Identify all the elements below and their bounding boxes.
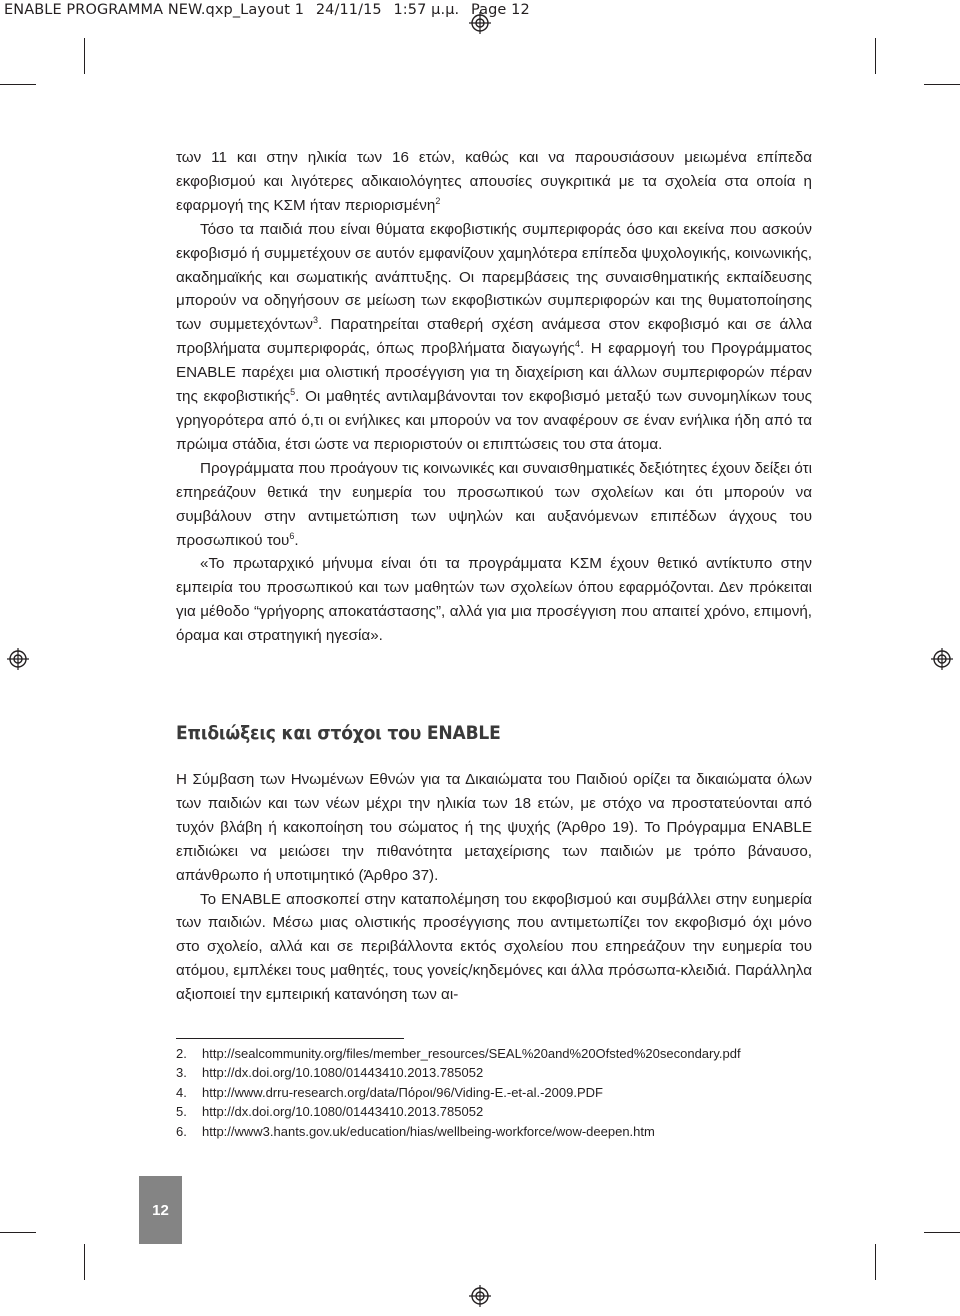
crop-line (84, 1244, 85, 1280)
paragraph: Προγράμματα που προάγουν τις κοινωνικές και συναισθηματικές δεξιότητες έχουν δείξει ότι επηρεάζουν θετικά την ευημερία του προσωπικού των σχολείων και ότι μπορούν να συμβάλουν στην αντιμετώπιση των υψηλών και αυξανόμενων επιπέδων άγχους του προσωπικού του$^6$. (176, 459, 812, 549)
crop-line (924, 1232, 960, 1233)
footnote-divider (176, 1038, 404, 1039)
registration-mark-bottom-icon (469, 1285, 491, 1307)
footnote-link[interactable]: http://www3.hants.gov.uk/education/hias/wellbeing-workforce/wow-deepen.htm (202, 1123, 655, 1139)
quote-paragraph: «Το πρωταρχικό μήνυμα είναι ότι τα προγράμματα ΚΣΜ έχουν θετικό αντίκτυπο στην εμπειρία του προσωπικού και των μαθητών των σχολείων όπου εφαρμόζονται. Δεν πρόκειται για μέθοδο “γρήγορης αποκατάστασης”, αλλά για μια προσέγγιση που απαιτεί χρόνο, επιμονή, όραμα και στρατηγική ηγεσία». (176, 555, 812, 645)
footnotes (176, 1044, 741, 1141)
registration-mark-right-icon (931, 648, 953, 670)
registration-mark-left-icon (7, 648, 29, 670)
footnote-link[interactable]: http://www.drru-research.org/data/Πόροι/96/Viding-E.-et-al.-2009.PDF (202, 1084, 603, 1100)
footnote: 4. http://www.drru-research.org/data/Πόροι/96/Viding-E.-et-al.-2009.PDF (176, 1084, 603, 1100)
print-slug (4, 2, 537, 18)
crop-line (84, 38, 85, 74)
crop-line (924, 84, 960, 85)
paragraph: Τόσο τα παιδιά που είναι θύματα εκφοβιστικής συμπεριφοράς όσο και εκείνα που ασκούν εκφοβισμό ή συμμετέχουν σε αυτόν εμφανίζουν χαμηλότερα επίπεδα ψυχολογικής, κοινωνικής, ακαδημαϊκής και σωματικής ανάπτυξης. Οι παρεμβάσεις της συναισθηματικής εκπαίδευσης μπορούν να οδηγήσουν σε μείωση των εκφοβιστικών συμπεριφορών και της θυματοποίησης των συμμετεχόντων$^3$. Παρατηρείται σταθερή σχέση ανάμεσα στον εκφοβισμό και σε άλλα προβλήματα συμπεριφοράς, όπως προβλήματα διαγωγής$^4$. Η εφαρμογή του Προγράμματος ENABLE παρέχει μια ολιστική προσέγγιση για τη διαχείριση και άλλων συμπεριφορών πέραν της εκφοβιστικής$^5$. Οι μαθητές αντιλαμβάνονται τον εκφοβισμό μεταξύ των συνομηλίκων τους γρηγορότερα από ό,τι οι ενήλικες και μπορούν να τον αναφέρουν σε έναν ενήλικα ήδη από τα πρώιμα στάδια, έτσι ώστε να περιοριστούν οι επιπτώσεις του στα άτομα. (176, 220, 812, 453)
paragraph: Το ENABLE αποσκοπεί στην καταπολέμηση του εκφοβισμού και συμβάλλει στην ευημερία των παιδιών. Μέσω μιας ολιστικής προσέγγισης που αντιμετωπίζει τον εκφοβισμό όχι μόνο στο σχολείο, αλλά και σε περιβάλλοντα εκτός σχολείου που επηρεάζουν την ευημερία του ατόμου, εμπλέκει τους μαθητές, τους γονείς/κηδεμόνες και άλλα πρόσωπα-κλειδιά. Παράλληλα αξιοποιεί την εμπειρική κατανόηση των αι- (176, 890, 812, 1004)
page-number: 12 (139, 1176, 182, 1244)
crop-line (875, 38, 876, 74)
footnote-link[interactable]: http://dx.doi.org/10.1080/01443410.2013.785052 (202, 1104, 484, 1120)
section-heading: Επιδιώξεις και στόχοι του ENABLE (176, 722, 501, 744)
footnote-link[interactable]: http://dx.doi.org/10.1080/01443410.2013.785052 (202, 1065, 484, 1081)
slug-time: 1:57 μ.μ. (393, 2, 460, 18)
body-text-section (176, 768, 812, 1007)
paragraph: Η Σύμβαση των Ηνωμένων Εθνών για τα Δικαιώματα του Παιδιού ορίζει τα δικαιώματα όλων των παιδιών και των νέων μέχρι την ηλικία των 18 ετών, με στόχο να προστατεύονται από τυχόν βλάβη ή κακοποίηση του σώματος ή της ψυχής (Άρθρο 19). Το Πρόγραμμα ENABLE επιδιώκει να μειώσει την πιθανότητα μεταχείρισης των παιδιών με τρόπο βάναυσο, απάνθρωπο ή υποτιμητικό (Άρθρο 37). (176, 771, 812, 884)
footnote: 3. http://dx.doi.org/10.1080/01443410.2013.785052 (176, 1065, 484, 1081)
body-text-top (176, 146, 812, 648)
crop-line (0, 84, 36, 85)
paragraph: των 11 και στην ηλικία των 16 ετών, καθώς και να παρουσιάσουν μειωμένα επίπεδα εκφοβισμού και λιγότερες αδικαιολόγητες απουσίες συγκριτικά με τα σχολεία στα οποία η εφαρμογή της ΚΣΜ ήταν περιορισμένη$^2$ (176, 149, 812, 214)
footnote-link[interactable]: http://sealcommunity.org/files/member_resources/SEAL%20and%20Ofsted%20secondary.pdf (202, 1046, 741, 1061)
slug-filename: ENABLE PROGRAMMA NEW.qxp_Layout 1 (4, 2, 305, 18)
footnote: 6. http://www3.hants.gov.uk/education/hias/wellbeing-workforce/wow-deepen.htm (176, 1123, 655, 1139)
crop-line (0, 1232, 36, 1233)
footnote: 2. http://sealcommunity.org/files/member_resources/SEAL%20and%20Ofsted%20secondary.pdf (176, 1046, 741, 1061)
footnote: 5. http://dx.doi.org/10.1080/01443410.2013.785052 (176, 1104, 484, 1120)
slug-page: Page 12 (470, 2, 530, 18)
crop-line (875, 1244, 876, 1280)
registration-mark-top-icon (469, 12, 491, 34)
slug-date: 24/11/15 (315, 2, 382, 18)
